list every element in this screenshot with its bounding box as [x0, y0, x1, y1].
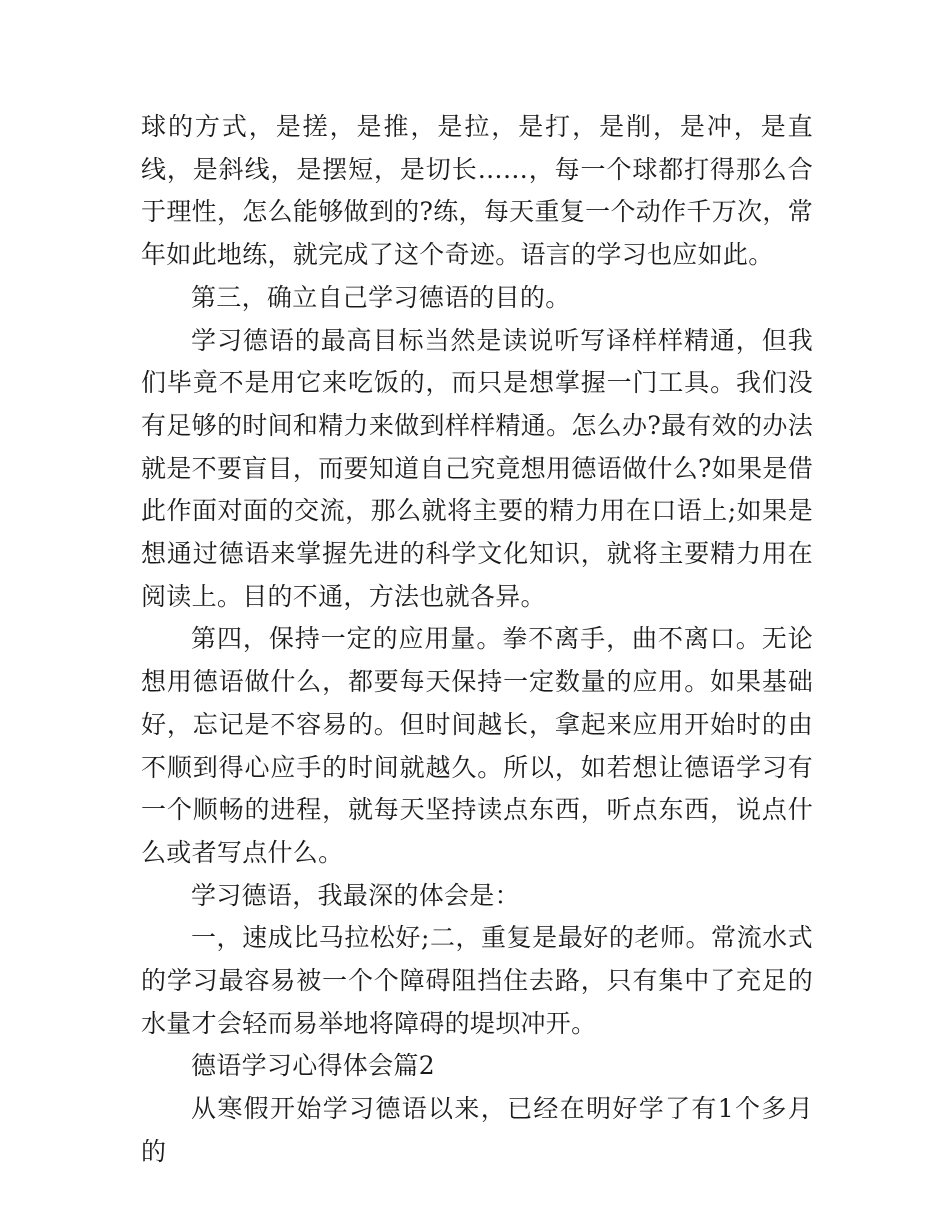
paragraph-4: 第四，保持一定的应用量。拳不离手，曲不离口。无论想用德语做什么，都要每天保持一定数量的应用。如果基础好，忘记是不容易的。但时间越长，拿起来应用开始时的由不顺到得心应手的时间就越久。所以，如若想让德语学习有一个顺畅的进程，就每天坚持读点东西，听点东西，说点什么或者写点什么。 — [141, 624, 813, 867]
paragraph-1: 球的方式，是搓，是推，是拉，是打，是削，是冲，是直线，是斜线，是摆短，是切长……，每一个球都打得那么合于理性，怎么能够做到的?练，每天重复一个动作千万次，常年如此地练，就完成了这个奇迹。语言的学习也应如此。 — [141, 112, 813, 270]
document-body — [141, 106, 813, 1174]
paragraph-8: 从寒假开始学习德语以来，已经在明好学了有1个多月的 — [141, 1094, 813, 1166]
section-heading: 德语学习心得体会篇2 — [191, 1051, 435, 1081]
paragraph-6: 一，速成比马拉松好;二，重复是最好的老师。常流水式的学习最容易被一个个障碍阻挡住去路，只有集中了充足的水量才会轻而易举地将障碍的堤坝冲开。 — [141, 923, 813, 1038]
paragraph-2: 第三，确立自己学习德语的目的。 — [191, 282, 571, 312]
paragraph-3: 学习德语的最高目标当然是读说听写译样样精通，但我们毕竟不是用它来吃饭的，而只是想掌握一门工具。我们没有足够的时间和精力来做到样样精通。怎么办?最有效的办法就是不要盲目，而要知道自己究竟想用德语做什么?如果是借此作面对面的交流，那么就将主要的精力用在口语上;如果是想通过德语来掌握先进的科学文化知识，就将主要精力用在阅读上。目的不通，方法也就各异。 — [141, 325, 813, 611]
paragraph-5: 学习德语，我最深的体会是： — [191, 880, 520, 910]
